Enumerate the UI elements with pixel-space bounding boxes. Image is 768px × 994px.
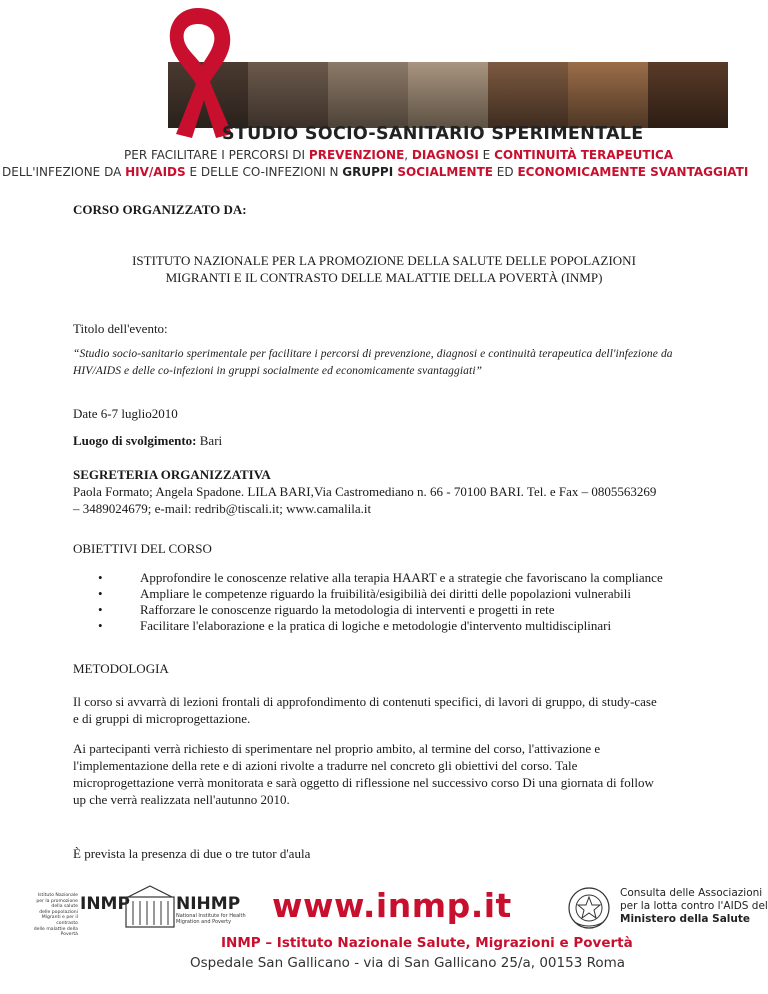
nihmp-logo: NIHMP	[176, 894, 241, 914]
inmp-logo: INMP	[80, 894, 130, 914]
event-title: “Studio socio-sanitario sperimentale per facilitare i percorsi di prevenzione, diagnosi e continuità terapeutica dell'infezione da HIV/AIDS e delle co-infezioni in gruppi socialmente ed economicamente svantaggiati”	[73, 348, 673, 377]
methodology-heading: METODOLOGIA	[73, 661, 169, 676]
banner-subtitle-line1: PER FACILITARE I PERCORSI DI PREVENZIONE, DIAGNOSI E CONTINUITÀ TERAPEUTICA	[124, 148, 674, 162]
organizer-heading: CORSO ORGANIZZATO DA:	[73, 202, 247, 217]
consulta-text: Consulta delle Associazioni per la lotta contro l'AIDS del Ministero della Salute	[620, 887, 768, 925]
header-banner	[0, 0, 768, 185]
event-dates: Date 6-7 luglio2010	[73, 406, 178, 421]
methodology-paragraph-1: Il corso si avvarrà di lezioni frontali di approfondimento di contenuti specifici, di lavori di gruppo, di study-case e di gruppi di microprogettazione.	[73, 694, 657, 726]
website-url: www.inmp.it	[272, 886, 512, 925]
tutors-note: È prevista la presenza di due o tre tutor d'aula	[73, 846, 311, 861]
event-venue: Luogo di svolgimento: Bari	[73, 433, 223, 448]
list-item: • Facilitare l'elaborazione e la pratica di logiche e metodologie d'intervento multidisciplinari	[98, 618, 738, 634]
inmp-small-text: Istituto Nazionale per la promozione della salute delle popolazioni Migranti e per il contrasto delle malattie della Povertà	[33, 893, 78, 938]
footer-institute: INMP – Istituto Nazionale Salute, Migrazioni e Povertà	[221, 935, 633, 951]
list-item: • Rafforzare le conoscenze riguardo la metodologia di interventi e progetti in rete	[98, 602, 738, 618]
methodology-paragraph-2: Ai partecipanti verrà richiesto di sperimentare nel proprio ambito, al termine del corso, l'attivazione e l'implementazione della rete e di azioni rivolte a tradurre nel concreto gli obiettivi del corso. Tale microprogettazione verrà monitorata e sarà oggetto di riflessione nel successivo corso Di una giornata di follow up che verrà realizzata nell'autunno 2010.	[73, 741, 654, 807]
banner-title: STUDIO SOCIO-SANITARIO SPERIMENTALE	[222, 124, 644, 144]
nihmp-small-text: National Institute for Health Migration and Poverty	[176, 913, 246, 925]
secretariat: SEGRETERIA ORGANIZZATIVA Paola Formato; Angela Spadone. LILA BARI,Via Castromediano n. 66 - 70100 BARI. Tel. e Fax – 0805563269 – 3489024679; e-mail: redrib@tiscali.it; www.camalila.it	[73, 466, 733, 517]
italian-emblem-icon	[565, 884, 613, 932]
list-item: • Ampliare le competenze riguardo la fruibilità/esigibilià dei diritti delle popolazioni vulnerabili	[98, 586, 738, 602]
footer-address: Ospedale San Gallicano - via di San Gallicano 25/a, 00153 Roma	[190, 955, 626, 971]
event-title-label: Titolo dell'evento:	[73, 321, 168, 336]
objectives-list	[98, 570, 738, 634]
red-ribbon-icon	[140, 0, 260, 140]
building-icon	[124, 883, 176, 929]
secretariat-heading: SEGRETERIA ORGANIZZATIVA	[73, 467, 271, 482]
objectives-heading: OBIETTIVI DEL CORSO	[73, 541, 212, 556]
organizer-name: ISTITUTO NAZIONALE PER LA PROMOZIONE DELLA SALUTE DELLE POPOLAZIONI MIGRANTI E IL CONTRASTO DELLE MALATTIE DELLA POVERTÀ (INMP)	[132, 253, 636, 285]
list-item: • Approfondire le conoscenze relative alla terapia HAART e a strategie che favoriscano la compliance	[98, 570, 738, 586]
banner-subtitle-line2: DELL'INFEZIONE DA HIV/AIDS E DELLE CO-INFEZIONI N GRUPPI SOCIALMENTE ED ECONOMICAMENTE SVANTAGGIATI	[2, 165, 749, 179]
